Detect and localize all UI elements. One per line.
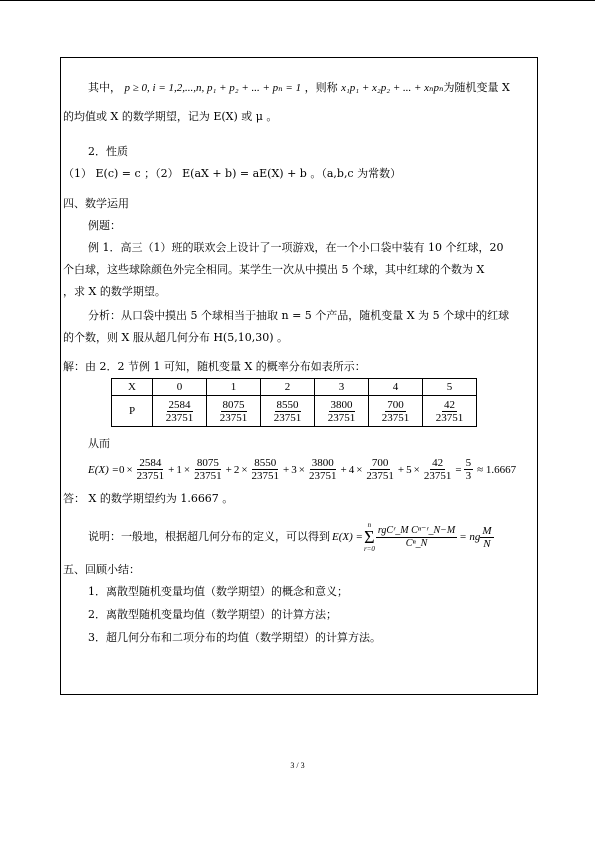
table-p-cell: $\frac{8550}{23751}$ <box>261 396 315 427</box>
approx-value: ≈ 1.6667 <box>477 463 517 476</box>
table-p-cell: $\frac{700}{23751}$ <box>369 396 423 427</box>
probability-table <box>111 378 477 427</box>
expectation-equation: E(X) = 0 × $\frac{2584}{23751}$ + 1 × $\frac{8075}{23751}$ + 2 × $\frac{8550}{23751}$ + 3 × $\frac{3800}{23751}$ + 4 × $\frac{700}{23751}$ + 5 × $\frac{42}{23751}$ = $\frac{5}{3}$ ≈ 1.6667 <box>88 457 517 482</box>
remark-line <box>88 520 494 554</box>
analysis-line1: 分析：从口袋中摸出 5 个球相当于抽取 n = 5 个产品，随机变量 X 为 5 个球中的红球 <box>88 309 510 322</box>
sum-symbol: n Σ r=0 <box>363 521 375 553</box>
table-header-x: X <box>112 379 153 396</box>
table-row-p <box>112 396 477 427</box>
intro-prefix: 其中， <box>88 81 121 94</box>
example1-line1: 例 1．高三（1）班的联欢会上设计了一项游戏，在一个小口袋中装有 10 个红球，20 <box>88 241 504 254</box>
example1-line3: ，求 X 的数学期望。 <box>63 285 166 298</box>
term-coef: 5 <box>406 463 412 476</box>
term-coef: 0 <box>118 463 125 476</box>
header-rule <box>0 0 595 1</box>
table-p-cell: $\frac{42}{23751}$ <box>423 396 477 427</box>
remark-rhs-frac: $\frac{M}{N}$ <box>482 524 492 550</box>
term-frac: $\frac{8075}{23751}$ <box>194 457 222 482</box>
intro-cond-tail: ≥ 0, i = 1,2,...,n, p₁ + p₂ + ... + pₙ = 1 <box>130 82 302 94</box>
term-coef: 2 <box>233 463 240 476</box>
summary-item: 1．离散型随机变量均值（数学期望）的概念和意义； <box>88 585 348 598</box>
intro-line-2: 的均值或 X 的数学期望，记为 E(X) 或 μ 。 <box>63 110 278 123</box>
analysis-line2: 的个数，则 X 服从超几何分布 H(5,10,30) 。 <box>63 331 288 344</box>
content-frame <box>60 57 538 695</box>
intro-mid: ，则称 <box>304 81 338 94</box>
table-x-cell: 1 <box>207 379 261 396</box>
remark-frac: $\frac{\text{rgCʳ\_M Cⁿ⁻ʳ\_N−M}}{\text{Cⁿ\_N}}$ <box>377 524 456 549</box>
term-frac: $\frac{42}{23751}$ <box>423 457 452 482</box>
intro-line-1 <box>88 81 510 95</box>
section5-heading: 五、回顾小结： <box>63 563 140 576</box>
result-frac: $\frac{5}{3}$ <box>465 457 472 482</box>
table-x-cell: 3 <box>315 379 369 396</box>
term-frac: $\frac{3800}{23751}$ <box>308 457 337 482</box>
intro-cond: p <box>124 82 130 94</box>
props-line: （1） E(c) = c ；（2） E(aX + b) = aE(X) + b 。（a,b,c 为常数） <box>63 167 402 180</box>
term-coef: 3 <box>291 463 297 476</box>
table-x-cell: 4 <box>369 379 423 396</box>
term-frac: $\frac{2584}{23751}$ <box>136 457 165 482</box>
summary-item: 3．超几何分布和二项分布的均值（数学期望）的计算方法。 <box>88 631 381 644</box>
table-p-cell: $\frac{8075}{23751}$ <box>207 396 261 427</box>
remark-rhs-prefix: = ng <box>459 531 481 543</box>
example1-line2: 个白球，这些球除颜色外完全相同。某学生一次从中摸出 5 个球，其中红球的个数为 X <box>63 263 485 276</box>
section4-heading: 四、数学运用 <box>63 197 129 210</box>
expectation-lhs: E(X) = <box>88 463 119 476</box>
remark-lhs: E(X) = <box>332 531 363 543</box>
term-frac: $\frac{8550}{23751}$ <box>251 457 280 482</box>
table-p-cell: $\frac{3800}{23751}$ <box>315 396 369 427</box>
solution-line: 解：由 2．2 节例 1 可知，随机变量 X 的概率分布如表所示： <box>63 360 366 373</box>
table-header-p: P <box>112 396 153 427</box>
table-x-cell: 5 <box>423 379 477 396</box>
table-p-cell: $\frac{2584}{23751}$ <box>153 396 207 427</box>
page-number: 3 / 3 <box>290 761 305 770</box>
answer-line: 答： X 的数学期望约为 1.6667 。 <box>63 492 234 505</box>
table-x-cell: 2 <box>261 379 315 396</box>
therefore-label: 从而 <box>88 437 110 450</box>
term-coef: 1 <box>176 463 182 476</box>
remark-text: 说明：一般地，根据超几何分布的定义，可以得到 <box>88 530 330 543</box>
term-coef: 4 <box>348 463 355 476</box>
intro-expr: x₁p₁ + x₂p₂ + ... + xₙpₙ <box>341 82 444 94</box>
props-heading: 2．性质 <box>88 145 128 158</box>
summary-item: 2．离散型随机变量均值（数学期望）的计算方法； <box>88 608 337 621</box>
intro-suffix: 为随机变量 X <box>443 81 510 94</box>
term-frac: $\frac{700}{23751}$ <box>366 457 394 482</box>
table-row-x <box>112 379 477 396</box>
example-label: 例题： <box>88 219 121 232</box>
table-x-cell: 0 <box>153 379 207 396</box>
